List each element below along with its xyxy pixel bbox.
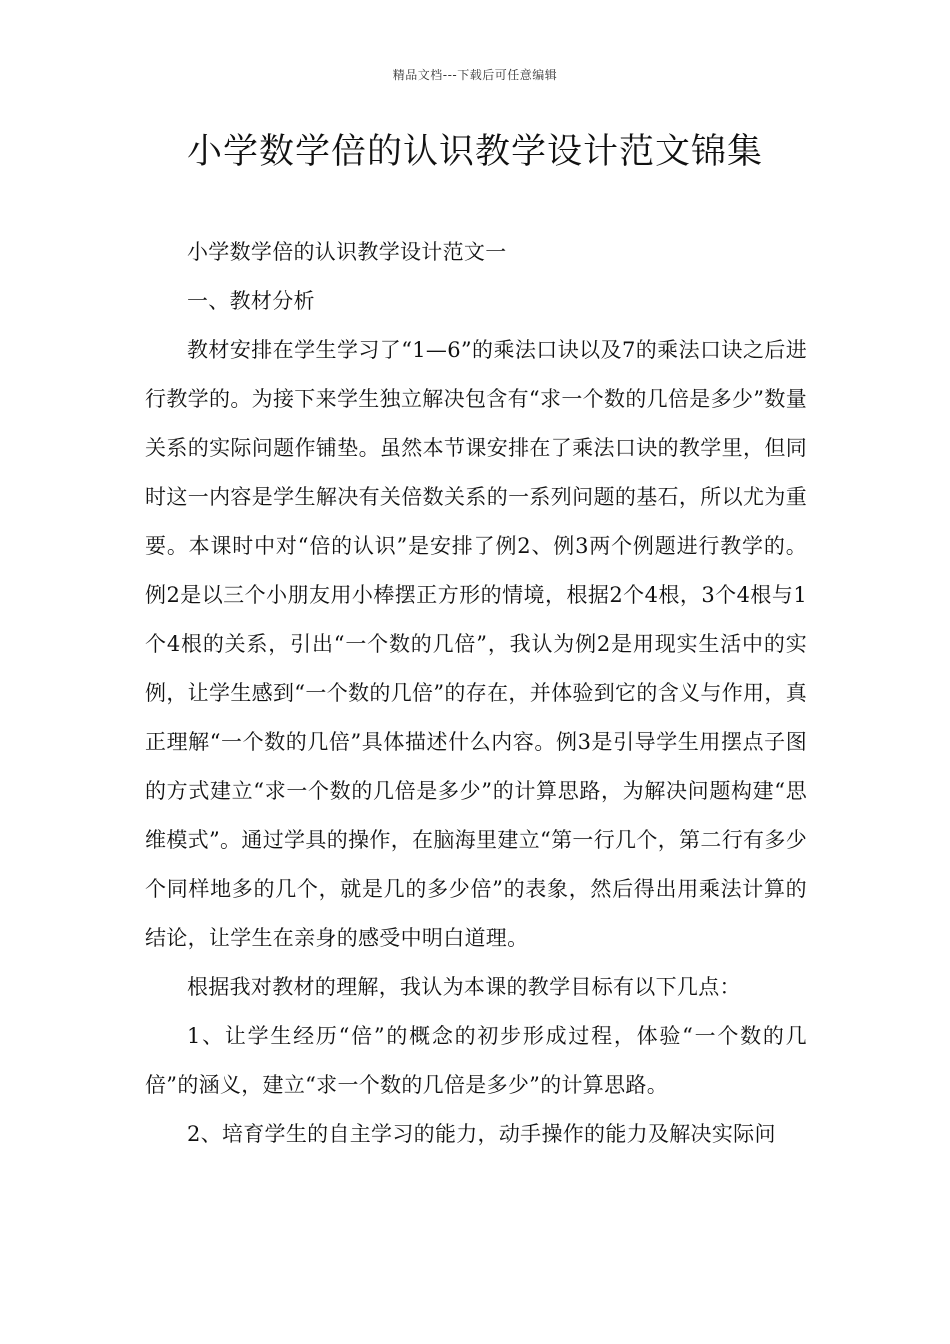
document-title: 小学数学倍的认识教学设计范文锦集 [186, 132, 763, 172]
subsection-heading: 一、教材分析 [187, 289, 315, 313]
document-body [145, 228, 807, 1159]
body-paragraph: 2、培育学生的自主学习的能力，动手操作的能力及解决实际问 [187, 1122, 776, 1146]
body-paragraph: 根据我对教材的理解，我认为本课的教学目标有以下几点： [187, 975, 741, 999]
body-paragraph: 1、让学生经历“倍”的概念的初步形成过程，体验“一个数的几倍”的涵义，建立“求一个数的几倍是多少”的计算思路。 [145, 1024, 807, 1097]
body-paragraph: 教材安排在学生学习了“1—6”的乘法口诀以及7的乘法口诀之后进行教学的。为接下来学生独立解决包含有“求一个数的几倍是多少”数量关系的实际问题作铺垫。虽然本节课安排在了乘法口诀的教学里，但同时这一内容是学生解决有关倍数关系的一系列问题的基石，所以尤为重要。本课时中对“倍的认识”是安排了例2、例3两个例题进行教学的。例2是以三个小朋友用小棒摆正方形的情境，根据2个4根，3个4根与1个4根的关系，引出“一个数的几倍”，我认为例2是用现实生活中的实例，让学生感到“一个数的几倍”的存在，并体验到它的含义与作用，真正理解“一个数的几倍”具体描述什么内容。例3是引导学生用摆点子图的方式建立“求一个数的几倍是多少”的计算思路，为解决问题构建“思维模式”。通过学具的操作，在脑海里建立“第一行几个，第二行有多少个同样地多的几个，就是几的多少倍”的表象，然后得出用乘法计算的结论，让学生在亲身的感受中明白道理。 [145, 338, 807, 950]
section-heading: 小学数学倍的认识教学设计范文一 [187, 240, 507, 264]
header-note: 精品文档---下载后可任意编辑 [392, 68, 558, 82]
